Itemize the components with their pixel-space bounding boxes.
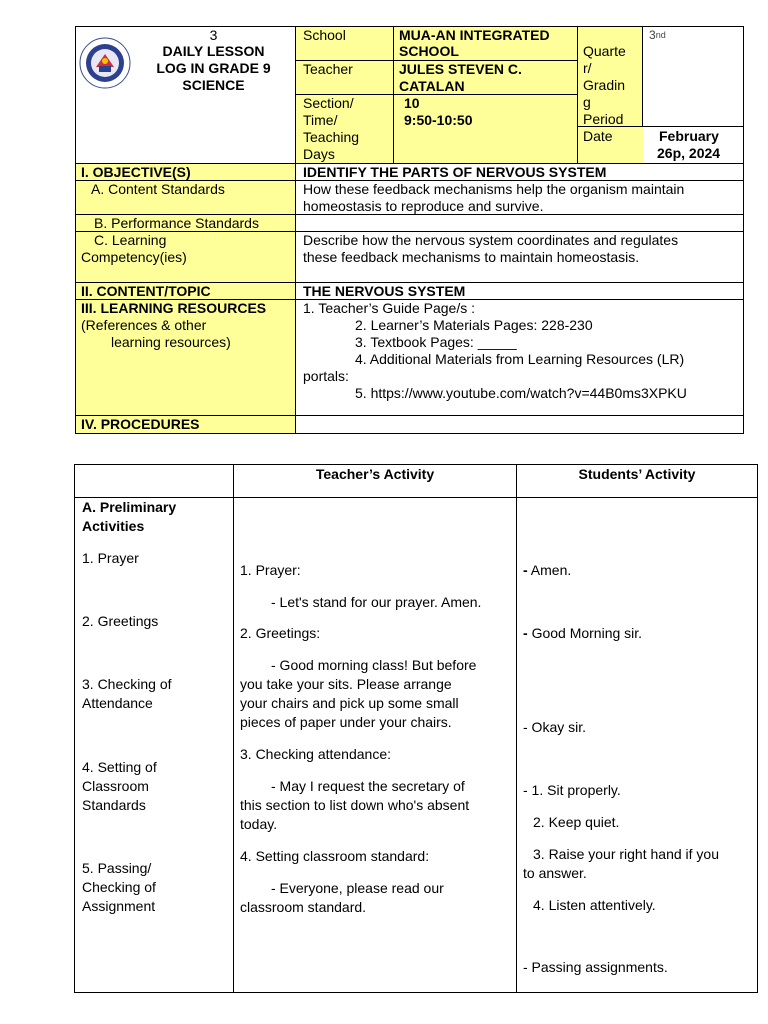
student-passing: - Passing assignments. (523, 959, 668, 975)
teacher-attendance-3: today. (240, 816, 278, 832)
quarter-label-4: g (583, 94, 591, 110)
student-good-morning-text: Good Morning sir. (531, 625, 643, 641)
quarter-value (649, 27, 666, 44)
teacher-standards-2: classroom standard. (240, 899, 367, 915)
teacher-standards-head: 4. Setting classroom standard: (240, 848, 430, 864)
teacher-activity-header: Teacher’s Activity (315, 466, 435, 482)
quarter-label-1: Quarte (583, 43, 626, 59)
left-item-standards-2: Classroom (82, 778, 149, 794)
teacher-attendance-2: this section to list down who's absent (240, 797, 470, 813)
teacher-prayer-text: - Let's stand for our prayer. Amen. (271, 594, 482, 610)
objectives-value: IDENTIFY THE PARTS OF NERVOUS SYSTEM (303, 164, 607, 180)
left-item-assignment-3: Assignment (82, 898, 156, 914)
title-line-3: SCIENCE (182, 77, 245, 93)
competency-line-1: Describe how the nervous system coordinates and regulates (303, 232, 679, 248)
performance-standards-label: B. Performance Standards (94, 215, 259, 231)
quarter-label-5: Period (583, 111, 624, 127)
preliminary-line-1: A. Preliminary (82, 499, 177, 515)
left-item-prayer: 1. Prayer (82, 550, 139, 566)
teacher-greetings-1: - Good morning class! But before (271, 657, 477, 673)
student-good-morning: - Good Morning sir. (523, 625, 643, 641)
left-item-attendance-2: Attendance (82, 695, 153, 711)
student-standard-3-cont: to answer. (523, 865, 587, 881)
content-topic-value: THE NERVOUS SYSTEM (303, 283, 466, 299)
lesson-number: 3 (209, 27, 218, 43)
resource-item-1: 1. Teacher’s Guide Page/s : (303, 300, 475, 316)
student-standard-3: 3. Raise your right hand if you (533, 846, 719, 862)
teacher-value-1: JULES STEVEN C. (399, 61, 522, 77)
left-item-greetings: 2. Greetings (82, 613, 159, 629)
resource-item-4: 4. Additional Materials from Learning Resources (LR) (355, 351, 685, 367)
objectives-label: I. OBJECTIVE(S) (81, 164, 191, 180)
school-value-1: MUA-AN INTEGRATED (399, 27, 550, 43)
teacher-greetings-2: you take your sits. Please arrange (240, 676, 452, 692)
quarter-sup: nd (655, 30, 666, 40)
left-item-assignment-1: 5. Passing/ (82, 860, 152, 876)
resource-item-4-cont: portals: (303, 368, 349, 384)
section-label-2: Time/ (303, 112, 338, 128)
teacher-attendance-head: 3. Checking attendance: (240, 746, 391, 762)
date-value-1: February (659, 128, 719, 144)
student-standard-4: 4. Listen attentively. (533, 897, 656, 913)
competency-label-2: Competency(ies) (81, 249, 187, 265)
procedures-label: IV. PROCEDURES (81, 416, 200, 432)
left-item-attendance-1: 3. Checking of (82, 676, 172, 692)
left-item-standards-1: 4. Setting of (82, 759, 157, 775)
left-item-standards-3: Standards (82, 797, 146, 813)
resources-sub-2: learning resources) (111, 334, 231, 350)
content-standards-line-2: homeostasis to reproduce and survive. (303, 198, 544, 214)
date-value-2: 26p, 2024 (657, 145, 721, 161)
resource-item-3: 3. Textbook Pages: _____ (355, 334, 517, 350)
competency-label-1: C. Learning (94, 232, 167, 248)
quarter-label-3: Gradin (583, 77, 626, 93)
school-label: School (303, 27, 346, 43)
teacher-greetings-4: pieces of paper under your chairs. (240, 714, 452, 730)
title-line-1: DAILY LESSON (162, 43, 265, 59)
teacher-standards-1: - Everyone, please read our (271, 880, 444, 896)
date-label: Date (583, 128, 613, 144)
teacher-greetings-3: your chairs and pick up some small (240, 695, 459, 711)
time-value: 9:50-10:50 (404, 112, 473, 128)
quarter-label-2: r/ (583, 60, 592, 76)
students-activity-header: Students’ Activity (578, 466, 696, 482)
left-item-assignment-2: Checking of (82, 879, 156, 895)
teacher-prayer-head: 1. Prayer: (240, 562, 301, 578)
student-amen-text: Amen. (530, 562, 572, 578)
content-standards-label: A. Content Standards (91, 181, 225, 197)
title-line-2: LOG IN GRADE 9 (156, 60, 271, 76)
deped-seal-logo (79, 37, 131, 89)
resource-item-5-link[interactable]: 5. https://www.youtube.com/watch?v=44B0ms3XPKU (355, 385, 687, 401)
school-value-2: SCHOOL (399, 43, 459, 59)
resources-label: III. LEARNING RESOURCES (81, 300, 267, 316)
teacher-value-2: CATALAN (399, 78, 465, 94)
section-value: 10 (404, 95, 420, 111)
section-label-1: Section/ (303, 95, 354, 111)
resource-item-2: 2. Learner’s Materials Pages: 228-230 (355, 317, 593, 333)
student-standard-1: - 1. Sit properly. (523, 782, 621, 798)
competency-line-2: these feedback mechanisms to maintain homeostasis. (303, 249, 640, 265)
student-okay: - Okay sir. (523, 719, 587, 735)
resources-sub-1: (References & other (81, 317, 207, 333)
student-amen: - Amen. (523, 562, 572, 578)
teacher-label: Teacher (303, 61, 353, 77)
content-standards-line-1: How these feedback mechanisms help the organism maintain (303, 181, 685, 197)
section-label-3: Teaching (303, 129, 360, 145)
quarter-num: 3 (649, 28, 656, 42)
content-topic-label: II. CONTENT/TOPIC (81, 283, 211, 299)
teacher-greetings-head: 2. Greetings: (240, 625, 321, 641)
section-label-4: Days (303, 146, 335, 162)
preliminary-line-2: Activities (82, 518, 145, 534)
teacher-attendance-1: - May I request the secretary of (271, 778, 465, 794)
student-standard-2: 2. Keep quiet. (533, 814, 620, 830)
